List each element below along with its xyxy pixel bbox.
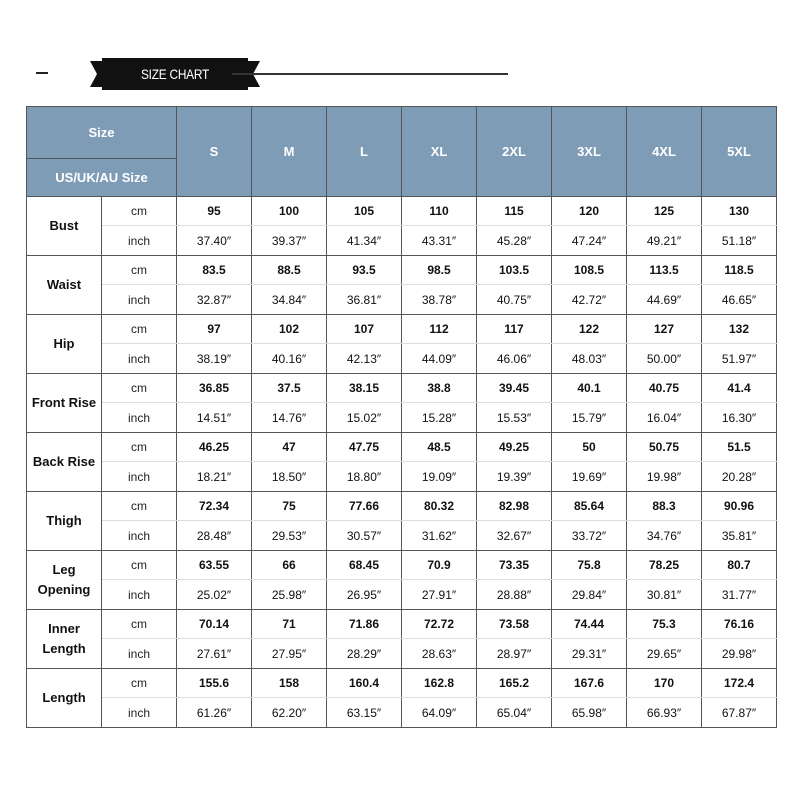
inch-value-cell: 18.80″: [327, 462, 402, 492]
cm-value-cell: 160.4: [327, 669, 402, 698]
banner-trail-line: [232, 73, 508, 75]
size-chart-table: [26, 106, 777, 728]
table-row: [27, 285, 777, 315]
inch-value-cell: 28.63″: [402, 639, 477, 669]
inch-value-cell: 18.21″: [177, 462, 252, 492]
cm-value-cell: 120: [552, 197, 627, 226]
table-row: [27, 197, 777, 226]
cm-value-cell: 63.55: [177, 551, 252, 580]
cm-value-cell: 72.72: [402, 610, 477, 639]
size-col-header: M: [252, 107, 327, 197]
cm-value-cell: 80.7: [702, 551, 777, 580]
cm-value-cell: 75: [252, 492, 327, 521]
measurement-name: [27, 492, 102, 551]
inch-value-cell: 15.28″: [402, 403, 477, 433]
cm-value-cell: 93.5: [327, 256, 402, 285]
inch-value-cell: 43.31″: [402, 226, 477, 256]
table-row: [27, 521, 777, 551]
cm-value-cell: 122: [552, 315, 627, 344]
cm-value-cell: 38.8: [402, 374, 477, 403]
cm-value-cell: 127: [627, 315, 702, 344]
inch-value-cell: 26.95″: [327, 580, 402, 610]
cm-value-cell: 70.14: [177, 610, 252, 639]
cm-value-cell: 88.5: [252, 256, 327, 285]
unit-cm-label: cm: [102, 197, 177, 226]
cm-value-cell: 48.5: [402, 433, 477, 462]
inch-value-cell: 29.31″: [552, 639, 627, 669]
table-row: [27, 433, 777, 462]
inch-value-cell: 28.29″: [327, 639, 402, 669]
inch-value-cell: 46.06″: [477, 344, 552, 374]
inch-value-cell: 50.00″: [627, 344, 702, 374]
cm-value-cell: 76.16: [702, 610, 777, 639]
table-row: [27, 492, 777, 521]
cm-value-cell: 112: [402, 315, 477, 344]
cm-value-cell: 50: [552, 433, 627, 462]
measurement-name-line: Length: [42, 690, 86, 705]
inch-value-cell: 19.69″: [552, 462, 627, 492]
measurement-name-line: Thigh: [46, 513, 82, 528]
table-row: [27, 462, 777, 492]
cm-value-cell: 170: [627, 669, 702, 698]
cm-value-cell: 130: [702, 197, 777, 226]
inch-value-cell: 41.34″: [327, 226, 402, 256]
measurement-name-line: Length: [42, 641, 86, 656]
cm-value-cell: 66: [252, 551, 327, 580]
table-row: [27, 374, 777, 403]
cm-value-cell: 103.5: [477, 256, 552, 285]
table-row: [27, 403, 777, 433]
table-row: [27, 315, 777, 344]
cm-value-cell: 68.45: [327, 551, 402, 580]
measurement-name-line: Inner: [48, 621, 80, 636]
inch-value-cell: 37.40″: [177, 226, 252, 256]
inch-value-cell: 31.62″: [402, 521, 477, 551]
cm-value-cell: 98.5: [402, 256, 477, 285]
unit-inch-label: inch: [102, 344, 177, 374]
inch-value-cell: 14.76″: [252, 403, 327, 433]
unit-cm-label: cm: [102, 551, 177, 580]
inch-value-cell: 29.98″: [702, 639, 777, 669]
cm-value-cell: 125: [627, 197, 702, 226]
inch-value-cell: 18.50″: [252, 462, 327, 492]
inch-value-cell: 63.15″: [327, 698, 402, 728]
unit-cm-label: cm: [102, 492, 177, 521]
table-row: [27, 226, 777, 256]
cm-value-cell: 49.25: [477, 433, 552, 462]
cm-value-cell: 46.25: [177, 433, 252, 462]
cm-value-cell: 47.75: [327, 433, 402, 462]
measurement-name: [27, 433, 102, 492]
inch-value-cell: 42.72″: [552, 285, 627, 315]
inch-value-cell: 30.57″: [327, 521, 402, 551]
unit-cm-label: cm: [102, 315, 177, 344]
banner-title: SIZE CHART: [141, 66, 209, 82]
unit-inch-label: inch: [102, 521, 177, 551]
inch-value-cell: 39.37″: [252, 226, 327, 256]
table-body: [27, 197, 777, 728]
inch-value-cell: 42.13″: [327, 344, 402, 374]
cm-value-cell: 70.9: [402, 551, 477, 580]
cm-value-cell: 100: [252, 197, 327, 226]
cm-value-cell: 40.1: [552, 374, 627, 403]
inch-value-cell: 25.98″: [252, 580, 327, 610]
unit-inch-label: inch: [102, 580, 177, 610]
inch-value-cell: 27.91″: [402, 580, 477, 610]
inch-value-cell: 67.87″: [702, 698, 777, 728]
table-row: [27, 344, 777, 374]
inch-value-cell: 36.81″: [327, 285, 402, 315]
inch-value-cell: 65.98″: [552, 698, 627, 728]
inch-value-cell: 16.04″: [627, 403, 702, 433]
cm-value-cell: 47: [252, 433, 327, 462]
measurement-name-line: Waist: [46, 277, 82, 292]
inch-value-cell: 35.81″: [702, 521, 777, 551]
cm-value-cell: 115: [477, 197, 552, 226]
inch-value-cell: 51.97″: [702, 344, 777, 374]
measurement-name-line: Front Rise: [31, 395, 97, 410]
cm-value-cell: 90.96: [702, 492, 777, 521]
cm-value-cell: 82.98: [477, 492, 552, 521]
unit-cm-label: cm: [102, 256, 177, 285]
cm-value-cell: 110: [402, 197, 477, 226]
cm-value-cell: 102: [252, 315, 327, 344]
unit-inch-label: inch: [102, 639, 177, 669]
size-col-header: 4XL: [627, 107, 702, 197]
inch-value-cell: 32.87″: [177, 285, 252, 315]
cm-value-cell: 155.6: [177, 669, 252, 698]
inch-value-cell: 28.97″: [477, 639, 552, 669]
inch-value-cell: 27.95″: [252, 639, 327, 669]
cm-value-cell: 117: [477, 315, 552, 344]
inch-value-cell: 51.18″: [702, 226, 777, 256]
measurement-name: [27, 197, 102, 256]
inch-value-cell: 45.28″: [477, 226, 552, 256]
inch-value-cell: 38.19″: [177, 344, 252, 374]
inch-value-cell: 19.98″: [627, 462, 702, 492]
cm-value-cell: 71.86: [327, 610, 402, 639]
table-row: [27, 639, 777, 669]
cm-value-cell: 38.15: [327, 374, 402, 403]
us-uk-au-size-label: US/UK/AU Size: [27, 159, 177, 197]
measurement-name: [27, 374, 102, 433]
inch-value-cell: 19.39″: [477, 462, 552, 492]
size-col-header: XL: [402, 107, 477, 197]
table-row: [27, 256, 777, 285]
inch-value-cell: 40.75″: [477, 285, 552, 315]
cm-value-cell: 77.66: [327, 492, 402, 521]
cm-value-cell: 132: [702, 315, 777, 344]
cm-value-cell: 73.58: [477, 610, 552, 639]
inch-value-cell: 34.84″: [252, 285, 327, 315]
measurement-name-line: Opening: [37, 582, 91, 597]
size-col-header: 3XL: [552, 107, 627, 197]
unit-inch-label: inch: [102, 698, 177, 728]
cm-value-cell: 83.5: [177, 256, 252, 285]
cm-value-cell: 74.44: [552, 610, 627, 639]
unit-cm-label: cm: [102, 669, 177, 698]
cm-value-cell: 80.32: [402, 492, 477, 521]
cm-value-cell: 40.75: [627, 374, 702, 403]
cm-value-cell: 37.5: [252, 374, 327, 403]
inch-value-cell: 44.69″: [627, 285, 702, 315]
unit-inch-label: inch: [102, 285, 177, 315]
table-row: [27, 580, 777, 610]
table-row: [27, 610, 777, 639]
table-row: [27, 551, 777, 580]
inch-value-cell: 38.78″: [402, 285, 477, 315]
table-row: [27, 698, 777, 728]
cm-value-cell: 50.75: [627, 433, 702, 462]
inch-value-cell: 30.81″: [627, 580, 702, 610]
cm-value-cell: 113.5: [627, 256, 702, 285]
cm-value-cell: 165.2: [477, 669, 552, 698]
inch-value-cell: 31.77″: [702, 580, 777, 610]
cm-value-cell: 73.35: [477, 551, 552, 580]
cm-value-cell: 162.8: [402, 669, 477, 698]
inch-value-cell: 64.09″: [402, 698, 477, 728]
inch-value-cell: 46.65″: [702, 285, 777, 315]
unit-inch-label: inch: [102, 403, 177, 433]
measurement-name: [27, 669, 102, 728]
measurement-name: [27, 315, 102, 374]
inch-value-cell: 32.67″: [477, 521, 552, 551]
table-row: [27, 669, 777, 698]
inch-value-cell: 49.21″: [627, 226, 702, 256]
cm-value-cell: 108.5: [552, 256, 627, 285]
unit-inch-label: inch: [102, 226, 177, 256]
inch-value-cell: 19.09″: [402, 462, 477, 492]
unit-cm-label: cm: [102, 610, 177, 639]
cm-value-cell: 105: [327, 197, 402, 226]
cm-value-cell: 75.8: [552, 551, 627, 580]
inch-value-cell: 20.28″: [702, 462, 777, 492]
inch-value-cell: 40.16″: [252, 344, 327, 374]
cm-value-cell: 118.5: [702, 256, 777, 285]
inch-value-cell: 15.02″: [327, 403, 402, 433]
inch-value-cell: 15.79″: [552, 403, 627, 433]
inch-value-cell: 28.48″: [177, 521, 252, 551]
cm-value-cell: 88.3: [627, 492, 702, 521]
cm-value-cell: 39.45: [477, 374, 552, 403]
inch-value-cell: 61.26″: [177, 698, 252, 728]
measurement-name: [27, 551, 102, 610]
inch-value-cell: 14.51″: [177, 403, 252, 433]
cm-value-cell: 72.34: [177, 492, 252, 521]
measurement-name: [27, 256, 102, 315]
size-col-header: 2XL: [477, 107, 552, 197]
cm-value-cell: 41.4: [702, 374, 777, 403]
cm-value-cell: 167.6: [552, 669, 627, 698]
cm-value-cell: 51.5: [702, 433, 777, 462]
measurement-name-line: Hip: [53, 336, 75, 351]
cm-value-cell: 85.64: [552, 492, 627, 521]
inch-value-cell: 47.24″: [552, 226, 627, 256]
banner-lead-dash: [36, 72, 48, 74]
measurement-name-line: Back Rise: [32, 454, 96, 469]
cm-value-cell: 75.3: [627, 610, 702, 639]
inch-value-cell: 48.03″: [552, 344, 627, 374]
inch-value-cell: 66.93″: [627, 698, 702, 728]
cm-value-cell: 107: [327, 315, 402, 344]
cm-value-cell: 158: [252, 669, 327, 698]
size-col-header: L: [327, 107, 402, 197]
size-header-label: Size: [27, 107, 177, 159]
inch-value-cell: 34.76″: [627, 521, 702, 551]
measurement-name: [27, 610, 102, 669]
inch-value-cell: 29.65″: [627, 639, 702, 669]
unit-cm-label: cm: [102, 433, 177, 462]
inch-value-cell: 29.53″: [252, 521, 327, 551]
unit-inch-label: inch: [102, 462, 177, 492]
inch-value-cell: 27.61″: [177, 639, 252, 669]
inch-value-cell: 33.72″: [552, 521, 627, 551]
size-chart-banner: [36, 56, 516, 94]
inch-value-cell: 44.09″: [402, 344, 477, 374]
size-col-header: 5XL: [702, 107, 777, 197]
cm-value-cell: 95: [177, 197, 252, 226]
measurement-name-line: Bust: [49, 218, 79, 233]
inch-value-cell: 62.20″: [252, 698, 327, 728]
table-header: [27, 107, 777, 197]
inch-value-cell: 15.53″: [477, 403, 552, 433]
inch-value-cell: 28.88″: [477, 580, 552, 610]
cm-value-cell: 172.4: [702, 669, 777, 698]
cm-value-cell: 71: [252, 610, 327, 639]
inch-value-cell: 25.02″: [177, 580, 252, 610]
inch-value-cell: 16.30″: [702, 403, 777, 433]
cm-value-cell: 36.85: [177, 374, 252, 403]
unit-cm-label: cm: [102, 374, 177, 403]
inch-value-cell: 29.84″: [552, 580, 627, 610]
size-col-header: S: [177, 107, 252, 197]
measurement-name-line: Leg: [52, 562, 76, 577]
cm-value-cell: 97: [177, 315, 252, 344]
inch-value-cell: 65.04″: [477, 698, 552, 728]
cm-value-cell: 78.25: [627, 551, 702, 580]
